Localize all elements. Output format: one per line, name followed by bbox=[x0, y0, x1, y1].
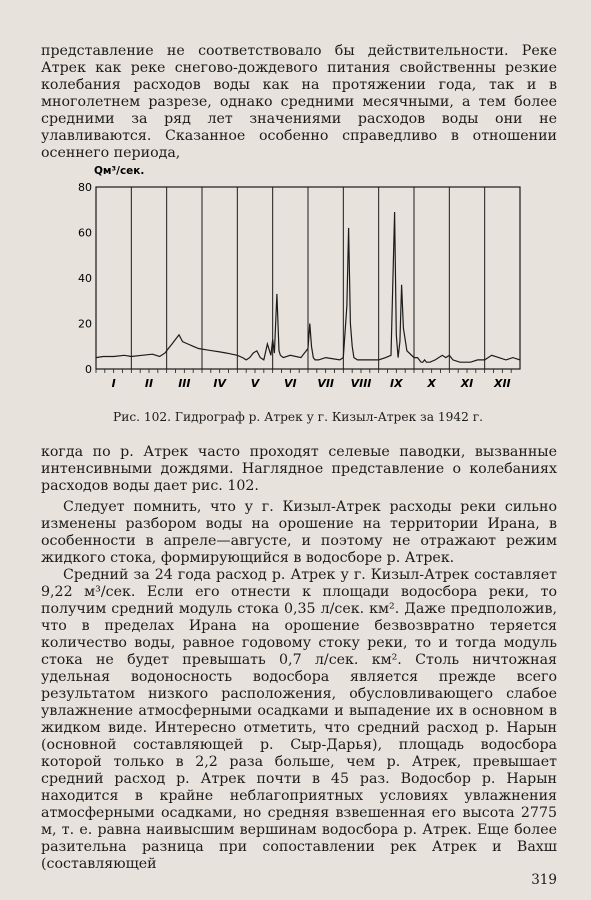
y-tick-label: 60 bbox=[78, 226, 92, 240]
page-number: 319 bbox=[531, 872, 557, 888]
y-tick-label: 40 bbox=[78, 272, 92, 285]
text-paragraph-2: Следует помнить, что у г. Кизыл-Атрек расходы реки сильно изменены разбором воды на орошение на территории Ирана, в особенности в апреле—августе, и поэтому не отражают режим жидкого стока, формирующийся в водосборе р. Атрек. bbox=[41, 499, 557, 566]
y-tick-label: 0 bbox=[85, 363, 92, 376]
text-paragraph-top: представление не соответствовало бы действительности. Реке Атрек как реке снегово-дождевого питания свойственны резкие колебания расходов воды как на протяжении года, так и в многолетнем разрезе, однако средними месячными, а тем более средними за ряд лет значениями расходов воды они не улавливаются. Сказанное особенно справедливо в отношении осеннего периода, bbox=[41, 43, 557, 161]
y-axis-label: Qм³/сек. bbox=[94, 165, 145, 177]
month-label: V bbox=[250, 377, 260, 390]
hydrograph-chart bbox=[72, 160, 532, 400]
month-label: VI bbox=[284, 377, 297, 390]
text-paragraph-after-figure: когда по р. Атрек часто проходят селевые паводки, вызванные интенсивными дождями. Наглядное представление о колебаниях расходов воды дает рис. 102. bbox=[41, 444, 557, 494]
hydrograph-figure bbox=[72, 160, 532, 400]
y-tick-label: 20 bbox=[78, 317, 92, 331]
figure-caption: Рис. 102. Гидрограф р. Атрек у г. Кизыл-Атрек за 1942 г. bbox=[113, 410, 483, 424]
y-tick-label: 80 bbox=[78, 181, 92, 194]
month-label: VII bbox=[317, 377, 335, 390]
month-label: III bbox=[178, 377, 191, 390]
month-label: XI bbox=[460, 377, 474, 390]
month-label: XII bbox=[493, 377, 511, 390]
month-label: X bbox=[427, 377, 436, 390]
text-paragraph-3: Средний за 24 года расход р. Атрек у г. Кизыл-Атрек составляет 9,22 м³/сек. Если его отнести к площади водосбора реки, то получим средний модуль стока 0,35 л/сек. км². Даже предположив, что в пределах Ирана на орошение безвозвратно теряется количество воды, равное годовому стоку реки, то и тогда модуль стока не будет превышать 0,7 л/сек. км². Столь ничтожная удельная водоносность водосбора является прежде всего результатом низкого расположения, обусловливающего слабое увлажнение атмосферными осадками и выпадение их в основном в жидком виде. Интересно отметить, что средний расход р. Нарын (основной составляющей р. Сыр-Дарья), площадь водосбора которой только в 2,2 раза больше, чем р. Атрек, превышает средний расход р. Атрек почти в 45 раз. Водосбор р. Нарын находится в крайне неблагоприятных условиях увлажнения атмосферными осадками, но средняя взвешенная его высота 2775 м, т. е. равна наивысшим вершинам водосбора р. Атрек. Еще более разительна разница при сопоставлении рек Атрек и Вахш (составляющей bbox=[41, 567, 557, 872]
month-label: VIII bbox=[350, 377, 372, 390]
month-label: IV bbox=[213, 377, 226, 390]
month-label: IX bbox=[390, 377, 403, 390]
month-label: I bbox=[111, 377, 116, 390]
month-label: II bbox=[144, 377, 154, 390]
